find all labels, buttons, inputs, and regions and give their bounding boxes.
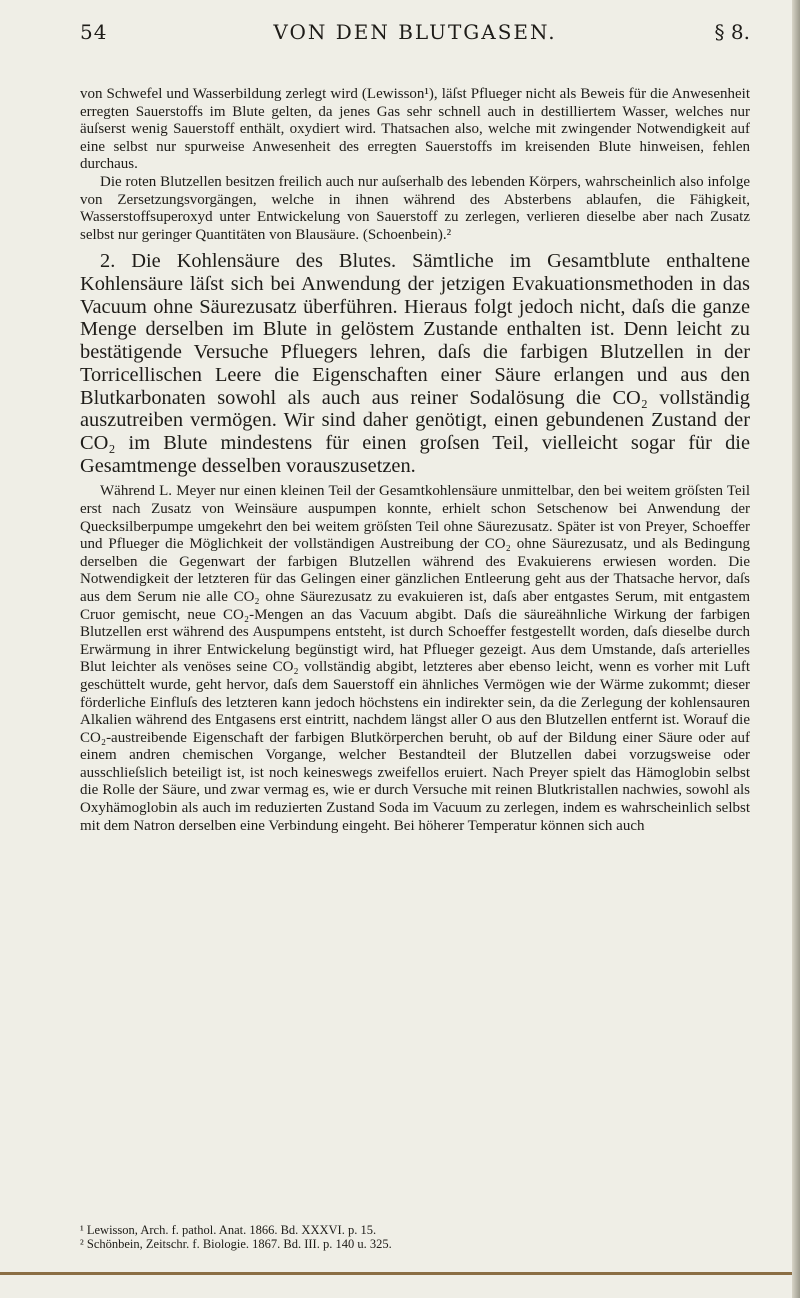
- paragraph-ozone: von Schwefel und Wasserbildung zerlegt wird (Lewisson¹), läſst Pflueger nicht als Beweis für die Anwesenheit erregten Sauerstoffs im Blute gelten, da jenes Gas sehr schnell auch in destilliertem Wasser, welches nur äuſserst wenig Sauerstoff enthält, oxydiert wird. Thatsachen also, welche mit zwingender Notwendigkeit auf eine selbst nur spurweise Anwesenheit des erregten Sauerstoffs im kreisenden Blute hinweisen, fehlen durchaus.: [80, 86, 750, 173]
- running-title: VON DEN BLUTGASEN.: [273, 20, 557, 44]
- paragraph-evacuation: Während L. Meyer nur einen kleinen Teil der Gesamtkohlensäure unmittelbar, den bei weitem gröſsten Teil erst nach Zusatz von Weinsäure auspumpen konnte, erhielt schon Setschenow bei Anwendung der Quecksilberpumpe umgekehrt den bei weitem gröſsten Teil ohne Säurezusatz. Später ist von Preyer, Schoeffer und Pflueger die Möglichkeit der vollständigen Austreibung der CO₂ ohne Säurezusatz, und als Bedingung derselben die Gegenwart der farbigen Blutzellen während des Evakuierens erwiesen worden. Die Notwendigkeit der letzteren für das Gelingen einer gänzlichen Entleerung geht aus der Thatsache hervor, daſs aus dem Serum nie alle CO₂ ohne Säurezusatz zu evakuieren ist, daſs aber entgastes Serum, mit entgastem Cruor gemischt, neue CO₂-Mengen an das Vacuum abgibt. Daſs die säureähnliche Wirkung der farbigen Blutzellen erst während des Auspumpens entsteht, ist durch Schoeffer festgestellt worden, daſs dieselbe durch Erwärmung in ihrer Entwickelung begünstigt wird, hat Pflueger gezeigt. Aus dem Umstande, daſs arterielles Blut leichter als venöses seine CO₂ vollständig abgibt, letzteres aber ebenso leicht, wenn es vorher mit Luft geschüttelt wurde, geht hervor, daſs dem Sauerstoff ein ähnliches Vermögen wie der Wärme zukommt; dieser förderliche Einfluſs des letzteren kann jedoch höchstens ein indirekter sein, da die Zerlegung der kohlensauren Alkalien während des Entgasens erst eintritt, nachdem längst aller O aus den Blutzellen entfernt ist. Worauf die CO₂-austreibende Eigenschaft der farbigen Blutkörperchen beruht, ob auf der Bildung einer Säure oder auf einem andren chemischen Vorgange, welcher Bestandteil der Blutzellen dabei vorzugsweise oder ausschlieſslich beteiligt ist, ist noch keineswegs zweifellos eruiert. Nach Preyer spielt das Hämoglobin selbst die Rolle der Säure, und zwar vermag es, wie er durch Versuche mit reinen Blutkristallen nachwies, sowohl als Oxyhämoglobin als auch im reduzierten Zustand Soda im Vacuum zu zerlegen, indem es wahrscheinlich selbst mit dem Natron derselben eine Verbindung eingeht. Bei höherer Temperatur können sich auch: [80, 483, 750, 834]
- page-right-edge: [792, 0, 800, 1298]
- main-text: [80, 86, 750, 835]
- footnote-1: ¹ Lewisson, Arch. f. pathol. Anat. 1866. Bd. XXXVI. p. 15.: [80, 1223, 377, 1237]
- paragraph-blood-cells: Die roten Blutzellen besitzen freilich auch nur auſserhalb des lebenden Körpers, wahrscheinlich also infolge von Zersetzungsvorgängen, welche in ihnen während des Absterbens ablaufen, die Fähigkeit, Wasserstoffsuperoxyd unter Entwickelung von Sauerstoff zu zerlegen, verlieren dieselbe aber nach Zusatz selbst nur geringer Quantitäten von Blausäure. (Schoenbein).²: [80, 173, 750, 243]
- section-number: § 8.: [714, 20, 750, 44]
- footnote-2: ² Schönbein, Zeitschr. f. Biologie. 1867. Bd. III. p. 140 u. 325.: [80, 1236, 392, 1251]
- running-header: [80, 20, 750, 50]
- page-number: 54: [80, 20, 108, 44]
- paragraph-carbonic-acid: 2. Die Kohlensäure des Blutes. Sämtliche im Gesamtblute enthaltene Kohlensäure läſst sich bei Anwendung der jetzigen Evakuationsmethoden in das Vacuum ohne Säurezusatz überführen. Hieraus folgt jedoch nicht, daſs die ganze Menge derselben im Blute in gelöstem Zustande enthalten ist. Denn leicht zu bestätigende Versuche Pfluegers lehren, daſs die farbigen Blutzellen in der Torricellischen Leere die Eigenschaften einer Säure erlangen und aus den Blutkarbonaten sowohl als auch aus reiner Sodalösung die CO₂ vollständig auszutreiben vermögen. Wir sind daher genötigt, einen gebundenen Zustand der CO₂ im Blute mindestens für einen groſsen Teil, vielleicht sogar für die Gesamtmenge desselben vorauszusetzen.: [80, 250, 750, 477]
- page-bottom-edge: [0, 1272, 800, 1275]
- footnotes: [80, 1224, 750, 1251]
